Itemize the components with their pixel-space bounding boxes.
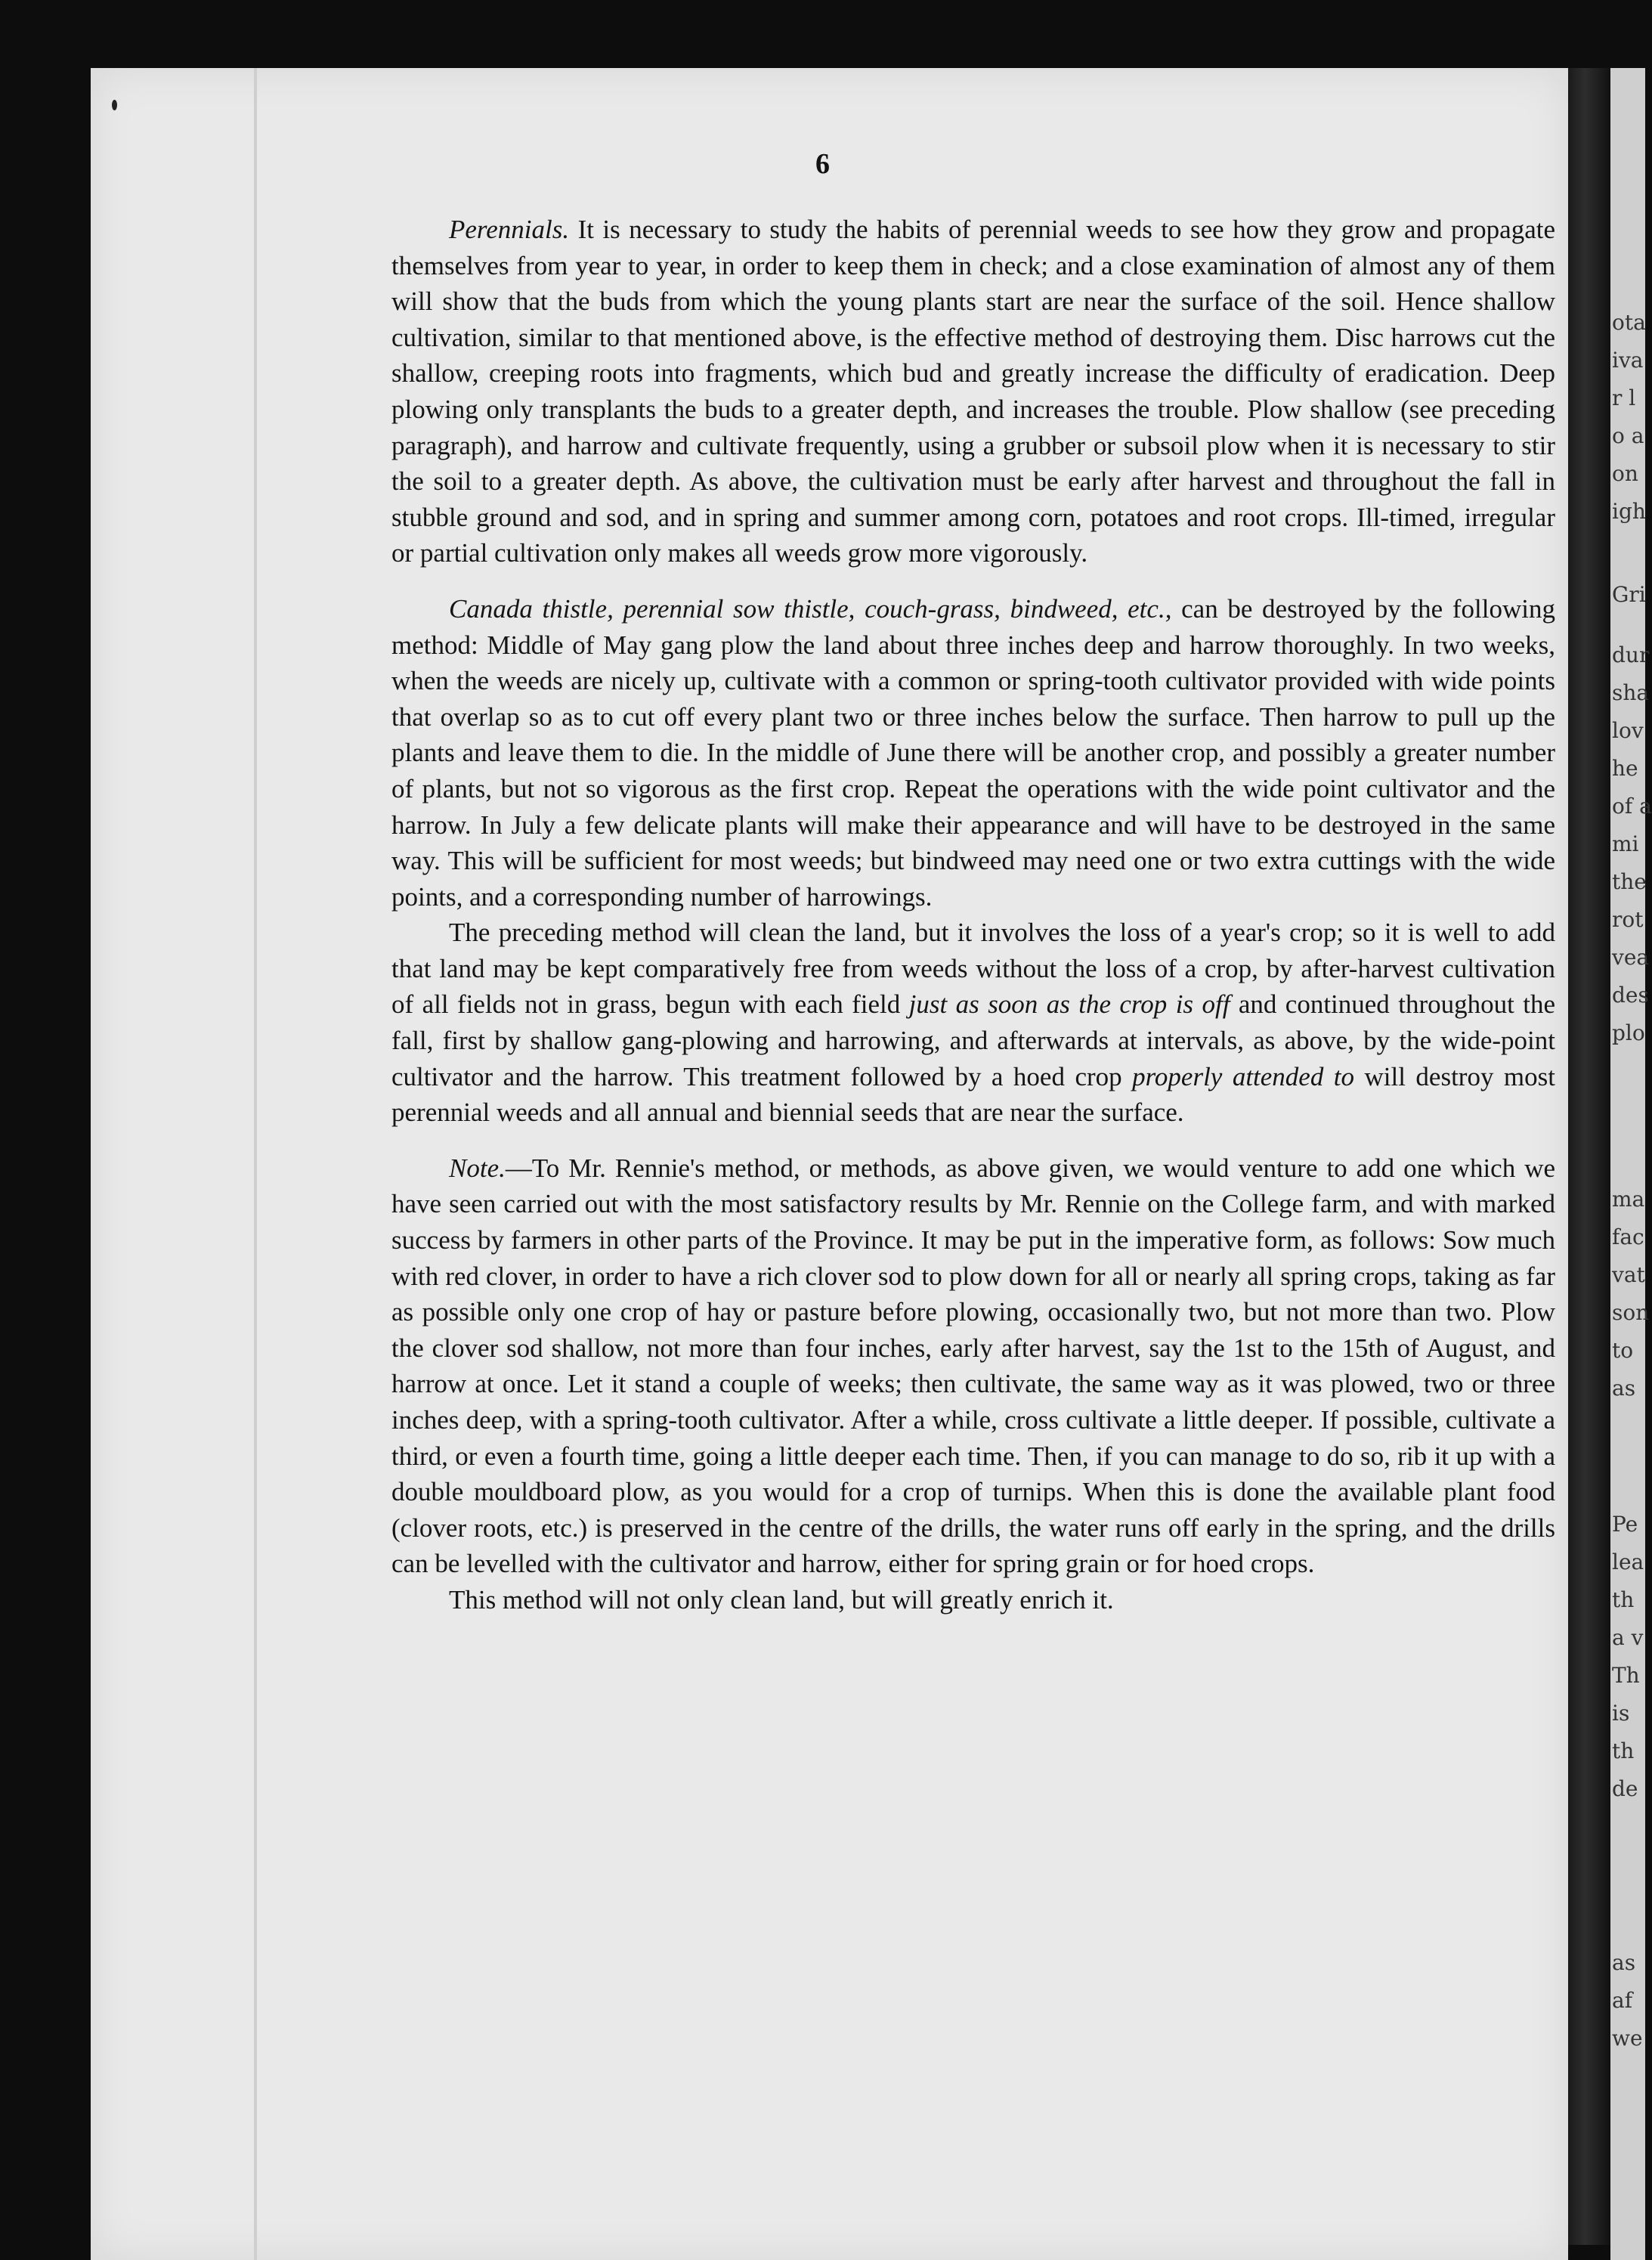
- facing-page-fragment: iva: [1612, 348, 1644, 373]
- facing-page-fragment: is: [1612, 1701, 1630, 1726]
- facing-page-fragment: sha: [1612, 680, 1650, 705]
- facing-page-fragment: Gri: [1612, 582, 1646, 607]
- facing-page-fragment: the: [1612, 869, 1647, 894]
- facing-page-fragment: lea: [1612, 1549, 1644, 1574]
- facing-page-fragment: of a: [1612, 794, 1652, 819]
- facing-page-fragment: he: [1612, 756, 1638, 781]
- facing-page-fragment: ma: [1612, 1187, 1645, 1212]
- facing-page-fragment: th: [1612, 1587, 1635, 1612]
- facing-page-fragment: o a: [1612, 423, 1644, 448]
- facing-page-fragment: as: [1612, 1376, 1636, 1401]
- paragraph-lead: Note.: [449, 1153, 506, 1183]
- facing-page-fragment: a v: [1612, 1625, 1644, 1650]
- facing-page-fragment: rot: [1612, 907, 1644, 932]
- paragraph-perennials: [391, 212, 1555, 571]
- paragraph-text: This method will not only clean land, but will greatly enrich it.: [449, 1584, 1114, 1615]
- facing-page-fragment: dur: [1612, 642, 1650, 667]
- facing-page-fragment: mi: [1612, 831, 1639, 856]
- paragraph-text: and continued throughout the fall, first by shallow gang-plowing and harrowing, and afterwards at intervals, as above, by the wide-point cultivator and the harrow. This treatment followed by a hoed crop: [391, 989, 1555, 1091]
- facing-page-fragment: to: [1612, 1338, 1634, 1363]
- facing-page-fragment: Pe: [1612, 1512, 1638, 1537]
- binding-shadow: [1568, 68, 1610, 2245]
- paragraph-lead: Perennials.: [449, 215, 570, 244]
- facing-page-fragment: plo: [1612, 1020, 1645, 1045]
- body-text: [391, 212, 1555, 1618]
- page-fold-line: [254, 68, 257, 2260]
- paragraph-note: [391, 1150, 1555, 1582]
- facing-page-fragment: lov: [1612, 718, 1644, 743]
- facing-page-fragment: th: [1612, 1738, 1635, 1763]
- paragraph-text: —To Mr. Rennie's method, or methods, as above given, we would venture to add one which we have seen carried out with the most satisfactory results by Mr. Rennie on the College farm, and with marked success by farmers in other parts of the Province. It may be put in the imperative form, as follows: Sow much with red clover, in order to have a rich clover sod to plow down for all or nearly all spring crops, taking as far as possible only one crop of hay or pasture before plowing, occasionally two, but not more than two. Plow the clover sod shallow, not more than four inches, early after harvest, say the 1st to the 15th of August, and harrow at once. Let it stand a couple of weeks; then cultivate, the same way as it was plowed, two or three inches deep, with a spring-tooth cultivator. After a while, cross cultivate a little deeper. If possible, cultivate a third, or even a fourth time, going a little deeper each time. Then, if you can manage to do so, rib it up with a double mouldboard plow, as you would for a crop of turnips. When this is done the available plant food (clover roots, etc.) is preserved in the centre of the drills, the water runs off early in the spring, and the drills can be levelled with the cultivator and harrow, either for spring grain or for hoed crops.: [391, 1153, 1555, 1579]
- facing-page-fragment: son: [1612, 1300, 1650, 1325]
- facing-page-fragment: igh: [1612, 499, 1646, 524]
- page-number: 6: [815, 148, 830, 180]
- facing-page-fragment: fac: [1612, 1224, 1644, 1249]
- scan-speck: [112, 100, 117, 110]
- facing-page-edge: [1610, 68, 1652, 2260]
- facing-page-fragment: des: [1612, 983, 1649, 1008]
- facing-page-fragment: on: [1612, 461, 1638, 486]
- facing-page-fragment: Th: [1612, 1663, 1640, 1688]
- facing-page-fragment: af: [1612, 1988, 1633, 2013]
- paragraph-lead: Canada thistle, perennial sow thistle, couch-grass, bindweed, etc.,: [449, 593, 1172, 624]
- emphasis-text: just as soon as the crop is off: [908, 989, 1230, 1020]
- paragraph-canada-thistle: [391, 591, 1555, 915]
- facing-page-fragment: de: [1612, 1776, 1638, 1801]
- paragraph-text: It is necessary to study the habits of perennial weeds to see how they grow and propagate themselves from year to year, in order to keep them in check; and a close examination of almost any of them will show that the buds from which the young plants start are near the surface of the soil. Hence shallow cultivation, similar to that mentioned above, is the effective method of destroying them. Disc harrows cut the shallow, creeping roots into fragments, which bud and greatly increase the difficulty of eradication. Deep plowing only transplants the buds to a greater depth, and increases the trouble. Plow shallow (see preceding paragraph), and harrow and cultivate frequently, using a grubber or subsoil plow when it is necessary to stir the soil to a greater depth. As above, the cultivation must be early after harvest and throughout the fall in stubble ground and sod, and in spring and summer among corn, potatoes and root crops. Ill-timed, irregular or partial cultivation only makes all weeds grow more vigorously.: [391, 215, 1555, 568]
- paragraph-preceding-method: [391, 915, 1555, 1131]
- paragraph-text: can be destroyed by the following method: Middle of May gang plow the land about three inches deep and harrow thoroughly. In two weeks, when the weeds are nicely up, cultivate with a common or spring-tooth cultivator provided with wide points that overlap so as to cut off every plant two or three inches below the surface. Then harrow to pull up the plants and leave them to die. In the middle of June there will be another crop, and possibly a greater number of plants, but not so vigorous as the first crop. Repeat the operations with the wide point cultivator and the harrow. In July a few delicate plants will make their appearance and will have to be destroyed in the same way. This will be sufficient for most weeds; but bindweed may need one or two extra cuttings with the wide points, and a corresponding number of harrowings.: [391, 593, 1555, 912]
- emphasis-text: properly attended to: [1132, 1061, 1355, 1091]
- facing-page-fragment: we: [1612, 2026, 1643, 2051]
- facing-page-fragment: r l: [1612, 385, 1636, 410]
- facing-page-fragment: ota: [1612, 310, 1646, 335]
- facing-page-fragment: vat: [1612, 1262, 1645, 1287]
- paragraph-conclusion: [391, 1582, 1555, 1618]
- facing-page-fragment: vea: [1612, 945, 1650, 970]
- facing-page-fragment: as: [1612, 1950, 1636, 1975]
- paragraph-text: will destroy most perennial weeds and all annual and biennial seeds that are near the surface.: [391, 1061, 1555, 1128]
- paragraph-text: The preceding method will clean the land, but it involves the loss of a year's crop; so it is well to add that land may be kept comparatively free from weeds without the loss of a crop, by after-harvest cultivation of all fields not in grass, begun with each field: [391, 918, 1555, 1020]
